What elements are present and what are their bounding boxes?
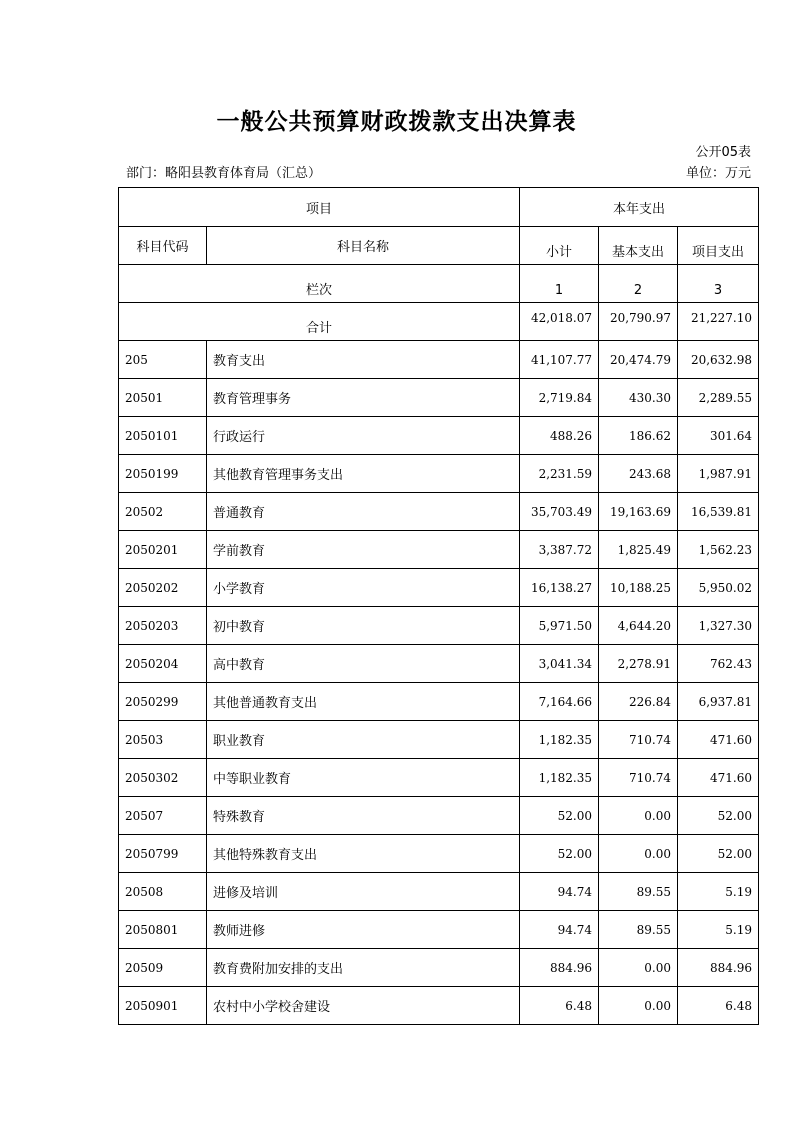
- table-row: [119, 911, 759, 949]
- row-project: 20,632.98: [678, 341, 759, 379]
- row-project: 1,987.91: [678, 455, 759, 493]
- row-project: 5.19: [678, 911, 759, 949]
- row-subtotal: 1,182.35: [520, 721, 599, 759]
- row-basic: 0.00: [599, 987, 678, 1025]
- row-project: 762.43: [678, 645, 759, 683]
- row-subtotal: 7,164.66: [520, 683, 599, 721]
- row-basic: 2,278.91: [599, 645, 678, 683]
- row-name: 农村中小学校舍建设: [207, 987, 520, 1025]
- row-subtotal: 3,041.34: [520, 645, 599, 683]
- row-subtotal: 1,182.35: [520, 759, 599, 797]
- header-current-year: 本年支出: [520, 188, 759, 227]
- row-project: 471.60: [678, 721, 759, 759]
- row-subtotal: 41,107.77: [520, 341, 599, 379]
- header-col2: 2: [599, 265, 678, 303]
- row-basic: 430.30: [599, 379, 678, 417]
- header-name: 科目名称: [207, 227, 520, 265]
- row-basic: 89.55: [599, 873, 678, 911]
- row-name: 教师进修: [207, 911, 520, 949]
- row-name: 教育支出: [207, 341, 520, 379]
- table-row: [119, 417, 759, 455]
- row-name: 行政运行: [207, 417, 520, 455]
- row-code: 205: [119, 341, 207, 379]
- total-subtotal: 42,018.07: [520, 303, 599, 341]
- row-code: 20507: [119, 797, 207, 835]
- table-row: [119, 949, 759, 987]
- row-code: 20508: [119, 873, 207, 911]
- row-basic: 0.00: [599, 949, 678, 987]
- row-subtotal: 2,231.59: [520, 455, 599, 493]
- table-row: [119, 341, 759, 379]
- row-basic: 1,825.49: [599, 531, 678, 569]
- row-subtotal: 35,703.49: [520, 493, 599, 531]
- row-project: 1,327.30: [678, 607, 759, 645]
- row-code: 20502: [119, 493, 207, 531]
- row-project: 52.00: [678, 797, 759, 835]
- row-code: 2050302: [119, 759, 207, 797]
- row-project: 5,950.02: [678, 569, 759, 607]
- row-code: 20509: [119, 949, 207, 987]
- row-code: 2050799: [119, 835, 207, 873]
- header-basic: 基本支出: [599, 227, 678, 265]
- row-basic: 710.74: [599, 721, 678, 759]
- header-column-label: 栏次: [119, 265, 520, 303]
- page-title: 一般公共预算财政拨款支出决算表: [216, 109, 577, 135]
- row-name: 教育管理事务: [207, 379, 520, 417]
- row-code: 2050201: [119, 531, 207, 569]
- table-row: [119, 721, 759, 759]
- row-project: 6,937.81: [678, 683, 759, 721]
- table-row: [119, 569, 759, 607]
- unit-label: 单位：万元: [685, 166, 751, 181]
- row-subtotal: 94.74: [520, 873, 599, 911]
- row-name: 高中教育: [207, 645, 520, 683]
- row-project: 6.48: [678, 987, 759, 1025]
- row-subtotal: 884.96: [520, 949, 599, 987]
- row-basic: 710.74: [599, 759, 678, 797]
- row-code: 2050901: [119, 987, 207, 1025]
- row-name: 其他普通教育支出: [207, 683, 520, 721]
- row-project: 5.19: [678, 873, 759, 911]
- row-code: 2050203: [119, 607, 207, 645]
- row-basic: 243.68: [599, 455, 678, 493]
- row-name: 其他教育管理事务支出: [207, 455, 520, 493]
- table-row: [119, 493, 759, 531]
- table-row: [119, 645, 759, 683]
- row-subtotal: 16,138.27: [520, 569, 599, 607]
- row-name: 中等职业教育: [207, 759, 520, 797]
- row-basic: 0.00: [599, 797, 678, 835]
- total-label: 合计: [119, 303, 520, 341]
- row-subtotal: 2,719.84: [520, 379, 599, 417]
- header-col1: 1: [520, 265, 599, 303]
- row-project: 52.00: [678, 835, 759, 873]
- row-project: 471.60: [678, 759, 759, 797]
- row-name: 其他特殊教育支出: [207, 835, 520, 873]
- header-subtotal: 小计: [520, 227, 599, 265]
- row-basic: 186.62: [599, 417, 678, 455]
- row-basic: 89.55: [599, 911, 678, 949]
- row-subtotal: 52.00: [520, 797, 599, 835]
- table-row: [119, 987, 759, 1025]
- row-code: 2050299: [119, 683, 207, 721]
- row-name: 初中教育: [207, 607, 520, 645]
- total-basic: 20,790.97: [599, 303, 678, 341]
- row-subtotal: 5,971.50: [520, 607, 599, 645]
- row-basic: 20,474.79: [599, 341, 678, 379]
- row-project: 1,562.23: [678, 531, 759, 569]
- row-basic: 226.84: [599, 683, 678, 721]
- header-item: 项目: [119, 188, 520, 227]
- header-code: 科目代码: [119, 227, 207, 265]
- row-project: 884.96: [678, 949, 759, 987]
- header-col3: 3: [678, 265, 759, 303]
- row-name: 普通教育: [207, 493, 520, 531]
- row-code: 2050199: [119, 455, 207, 493]
- row-name: 小学教育: [207, 569, 520, 607]
- row-name: 职业教育: [207, 721, 520, 759]
- table-row: [119, 873, 759, 911]
- row-name: 进修及培训: [207, 873, 520, 911]
- form-number: 公开05表: [695, 145, 751, 160]
- row-basic: 19,163.69: [599, 493, 678, 531]
- row-subtotal: 6.48: [520, 987, 599, 1025]
- table-row: [119, 683, 759, 721]
- row-name: 教育费附加安排的支出: [207, 949, 520, 987]
- header-project: 项目支出: [678, 227, 759, 265]
- total-project: 21,227.10: [678, 303, 759, 341]
- row-code: 20503: [119, 721, 207, 759]
- row-basic: 10,188.25: [599, 569, 678, 607]
- row-basic: 4,644.20: [599, 607, 678, 645]
- row-subtotal: 3,387.72: [520, 531, 599, 569]
- row-name: 特殊教育: [207, 797, 520, 835]
- row-project: 301.64: [678, 417, 759, 455]
- row-code: 2050204: [119, 645, 207, 683]
- table-row: [119, 607, 759, 645]
- row-code: 20501: [119, 379, 207, 417]
- row-code: 2050101: [119, 417, 207, 455]
- row-subtotal: 488.26: [520, 417, 599, 455]
- row-code: 2050801: [119, 911, 207, 949]
- row-project: 16,539.81: [678, 493, 759, 531]
- row-name: 学前教育: [207, 531, 520, 569]
- expenditure-table: [118, 187, 759, 1025]
- department-label: 部门：略阳县教育体育局（汇总）: [126, 166, 322, 181]
- row-subtotal: 94.74: [520, 911, 599, 949]
- table-row: [119, 531, 759, 569]
- table-row: [119, 379, 759, 417]
- row-code: 2050202: [119, 569, 207, 607]
- row-basic: 0.00: [599, 835, 678, 873]
- row-subtotal: 52.00: [520, 835, 599, 873]
- table-row: [119, 759, 759, 797]
- table-row: [119, 835, 759, 873]
- table-row: [119, 797, 759, 835]
- row-project: 2,289.55: [678, 379, 759, 417]
- table-row: [119, 455, 759, 493]
